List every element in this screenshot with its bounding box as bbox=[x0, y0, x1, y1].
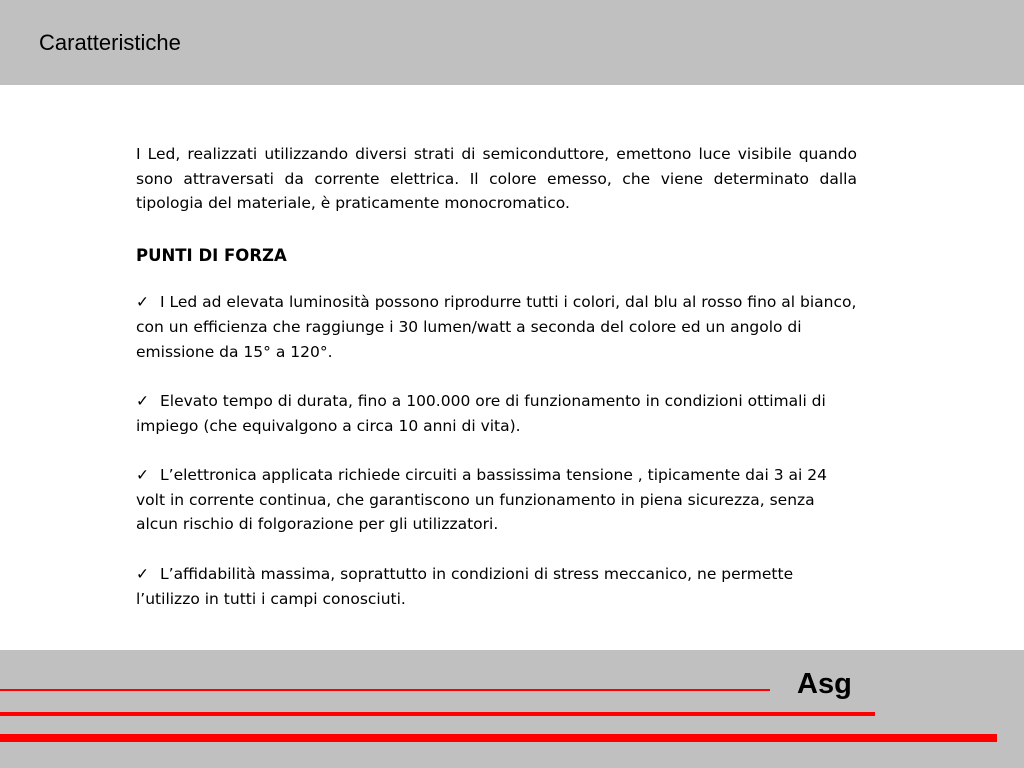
footer-band bbox=[0, 650, 1024, 768]
bullet-text: L’elettronica applicata richiede circuiti a bassissima tensione , tipicamente dai 3 ai 24 volt in corrente continua, che garantiscono un funzionamento in piena sicurezza, senza alcun rischio di folgorazione per gli utilizzatori. bbox=[136, 466, 827, 534]
bullet-text: I Led ad elevata luminosità possono riprodurre tutti i colori, dal blu al rosso fino al bianco, con un efficienza che raggiunge i 30 lumen/watt a seconda del colore ed un angolo di emissione da 15° a 120°. bbox=[136, 293, 857, 361]
checkmark-icon: ✓ bbox=[136, 564, 149, 583]
section-heading: PUNTI DI FORZA bbox=[136, 246, 287, 266]
bullet-item bbox=[136, 389, 857, 438]
red-rule-line bbox=[0, 734, 997, 742]
bullet-item bbox=[136, 290, 857, 364]
bullet-text: Elevato tempo di durata, fino a 100.000 ore di funzionamento in condizioni ottimali di impiego (che equivalgono a circa 10 anni di vita). bbox=[136, 391, 826, 435]
brand-logo-text: Asg bbox=[797, 668, 852, 700]
header-band bbox=[0, 0, 1024, 85]
bullet-item bbox=[136, 463, 857, 537]
checkmark-icon: ✓ bbox=[136, 391, 149, 410]
checkmark-icon: ✓ bbox=[136, 293, 149, 312]
red-rule-line bbox=[0, 712, 875, 716]
bullet-item bbox=[136, 562, 857, 611]
bullet-text: L’affidabilità massima, soprattutto in condizioni di stress meccanico, ne permette l’utilizzo in tutti i campi conosciuti. bbox=[136, 564, 794, 608]
slide-title: Caratteristiche bbox=[39, 30, 181, 55]
bullet-list bbox=[136, 290, 857, 611]
slide-body bbox=[136, 142, 857, 611]
red-rule-line bbox=[0, 689, 770, 691]
intro-paragraph: I Led, realizzati utilizzando diversi strati di semiconduttore, emettono luce visibile quando sono attraversati da corrente elettrica. Il colore emesso, che viene determinato dalla tipologia del materiale, è praticamente monocromatico. bbox=[136, 145, 857, 213]
checkmark-icon: ✓ bbox=[136, 466, 149, 484]
